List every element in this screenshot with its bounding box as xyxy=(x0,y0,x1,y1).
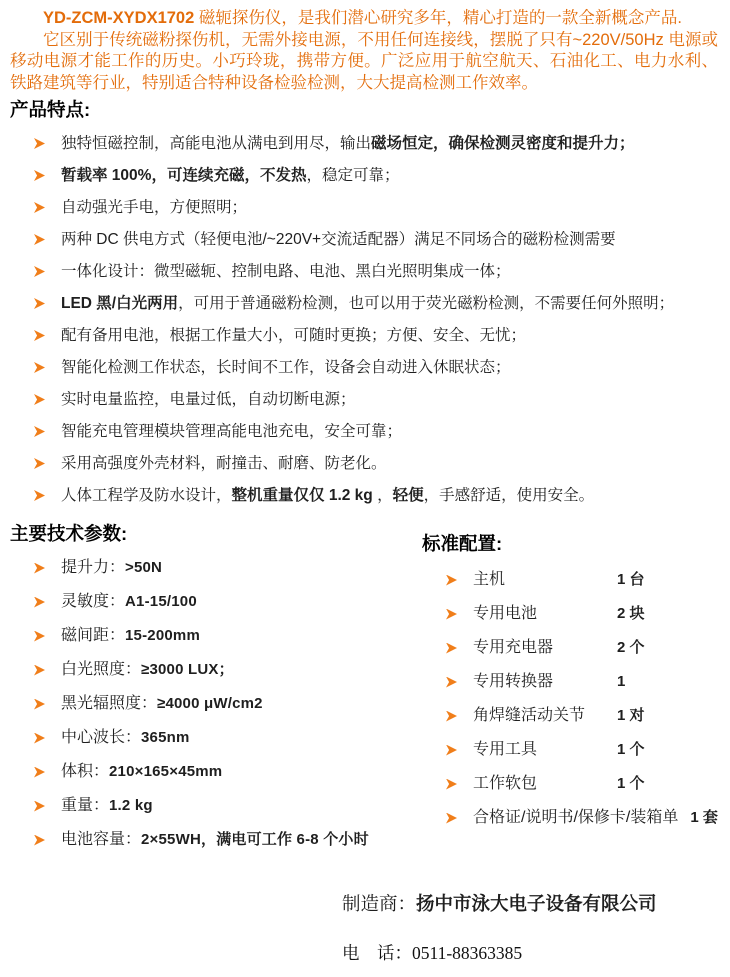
config-qty: 1 对 xyxy=(617,707,645,724)
params-section xyxy=(10,518,422,864)
arrow-bullet-icon xyxy=(446,609,457,620)
feature-text xyxy=(61,166,399,185)
feature-item xyxy=(10,294,718,313)
footer xyxy=(342,890,718,965)
feature-text-run: 独特恒磁控制，高能电池从满电到用尽，输出 xyxy=(61,135,372,152)
config-item xyxy=(422,638,718,658)
param-label: 提升力： xyxy=(61,559,126,576)
two-column-section xyxy=(10,518,718,864)
phone-label: 电 话： xyxy=(342,943,412,963)
config-name: 专用充电器 xyxy=(473,639,554,656)
feature-text xyxy=(61,326,526,345)
config-item xyxy=(422,740,718,760)
arrow-bullet-icon xyxy=(446,575,457,586)
config-item xyxy=(422,672,718,692)
arrow-bullet-icon xyxy=(34,234,45,245)
param-item xyxy=(10,830,422,850)
config-name: 工作软包 xyxy=(473,775,538,792)
feature-text-run: 自动强光手电，方便照明； xyxy=(61,199,248,216)
manufacturer-label: 制造商： xyxy=(342,893,417,914)
param-item xyxy=(10,592,422,612)
feature-text-run: 实时电量监控，电量过低，自动切断电源； xyxy=(61,391,356,408)
arrow-bullet-icon xyxy=(446,813,457,824)
arrow-bullet-icon xyxy=(34,202,45,213)
config-section xyxy=(422,518,718,864)
arrow-bullet-icon xyxy=(34,362,45,373)
intro-section xyxy=(10,8,718,94)
arrow-bullet-icon xyxy=(446,643,457,654)
arrow-bullet-icon xyxy=(34,631,45,642)
arrow-bullet-icon xyxy=(34,835,45,846)
params-heading: 主要技术参数: xyxy=(10,523,128,544)
config-item xyxy=(422,808,718,828)
param-value: 15-200mm xyxy=(125,627,200,644)
param-value: A1-15/100 xyxy=(125,593,197,610)
features-list xyxy=(10,134,718,505)
param-item xyxy=(10,796,422,816)
config-name: 主机 xyxy=(473,571,506,588)
param-item xyxy=(10,694,422,714)
arrow-bullet-icon xyxy=(34,426,45,437)
param-label: 体积： xyxy=(61,763,110,780)
feature-item xyxy=(10,166,718,185)
arrow-bullet-icon xyxy=(34,699,45,710)
param-label: 磁间距： xyxy=(61,627,126,644)
intro-paragraph-1-text: 磁轭探伤仪，是我们潜心研究多年，精心打造的一款全新概念产品. xyxy=(194,9,682,27)
feature-text xyxy=(61,294,674,313)
feature-item xyxy=(10,486,718,505)
param-label: 灵敏度： xyxy=(61,593,126,610)
arrow-bullet-icon xyxy=(446,711,457,722)
feature-text-bold-run: 轻便 xyxy=(392,487,424,504)
feature-text-run: 智能化检测工作状态，长时间不工作，设备会自动进入休眠状态； xyxy=(61,359,511,376)
param-value: 2×55WH，满电可工作 6-8 个小时 xyxy=(141,831,369,848)
config-qty: 1 个 xyxy=(617,775,645,792)
param-item xyxy=(10,762,422,782)
arrow-bullet-icon xyxy=(34,266,45,277)
param-value: >50N xyxy=(125,559,163,576)
param-item xyxy=(10,660,422,680)
param-label: 白光照度： xyxy=(61,661,142,678)
feature-text-run: 采用高强度外壳材料，耐撞击、耐磨、防老化。 xyxy=(61,455,387,472)
arrow-bullet-icon xyxy=(34,801,45,812)
config-item xyxy=(422,570,718,590)
feature-text-run: 智能充电管理模块管理高能电池充电，安全可靠； xyxy=(61,423,403,440)
arrow-bullet-icon xyxy=(34,767,45,778)
config-item xyxy=(422,774,718,794)
param-value: 210×165×45mm xyxy=(109,763,223,780)
param-label: 中心波长： xyxy=(61,729,142,746)
feature-text-bold-run: LED 黑/白光两用 xyxy=(61,295,179,312)
config-qty: 2 块 xyxy=(617,605,645,622)
config-item xyxy=(422,604,718,624)
feature-text-bold-run: 暂载率 100%，可连续充磁，不发热 xyxy=(61,167,307,184)
arrow-bullet-icon xyxy=(34,733,45,744)
config-name: 合格证/说明书/保修卡/装箱单 xyxy=(473,809,679,826)
arrow-bullet-icon xyxy=(34,138,45,149)
arrow-bullet-icon xyxy=(34,298,45,309)
feature-text xyxy=(61,358,511,377)
arrow-bullet-icon xyxy=(34,458,45,469)
param-label: 电池容量： xyxy=(61,831,142,848)
feature-item xyxy=(10,358,718,377)
feature-text-run: 配有备用电池，根据工作量大小，可随时更换；方便、安全、无忧； xyxy=(61,327,527,344)
feature-item xyxy=(10,390,718,409)
feature-text-bold-run: 磁场恒定，确保检测灵密度和提升力； xyxy=(371,135,635,152)
feature-item xyxy=(10,134,718,153)
arrow-bullet-icon xyxy=(34,490,45,501)
manufacturer-name: 扬中市泳大电子设备有限公司 xyxy=(416,893,657,914)
feature-item xyxy=(10,326,718,345)
config-name: 角焊缝活动关节 xyxy=(473,707,586,724)
feature-text xyxy=(61,198,247,217)
config-name: 专用转换器 xyxy=(473,673,554,690)
arrow-bullet-icon xyxy=(446,779,457,790)
intro-paragraph-2: 它区别于传统磁粉探伤机，无需外接电源，不用任何连接线，摆脱了只有~220V/50Hz 电源或移动电源才能工作的历史。小巧玲珑，携带方便。广泛应用于航空航天、石油化工、电力水利、铁路建筑等行业，特别适合特种设备检验检测，大大提高检测工作效率。 xyxy=(10,30,718,92)
param-value: 1.2 kg xyxy=(109,797,153,814)
feature-text xyxy=(61,230,616,249)
param-label: 重量： xyxy=(61,797,110,814)
param-value: 365nm xyxy=(141,729,190,746)
arrow-bullet-icon xyxy=(34,394,45,405)
arrow-bullet-icon xyxy=(34,597,45,608)
phone-line xyxy=(342,940,718,965)
feature-text xyxy=(61,454,387,473)
arrow-bullet-icon xyxy=(34,170,45,181)
arrow-bullet-icon xyxy=(446,745,457,756)
config-list xyxy=(422,570,718,828)
features-heading: 产品特点: xyxy=(10,99,91,120)
feature-item xyxy=(10,454,718,473)
feature-text-run: 一体化设计：微型磁轭、控制电路、电池、黑白光照明集成一体； xyxy=(61,263,511,280)
feature-text-run: 人体工程学及防水设计， xyxy=(61,487,232,504)
feature-text xyxy=(61,262,511,281)
feature-text xyxy=(61,134,635,153)
feature-text xyxy=(61,486,594,505)
feature-text xyxy=(61,390,356,409)
param-value: ≥4000 μW/cm2 xyxy=(157,695,263,712)
arrow-bullet-icon xyxy=(34,330,45,341)
config-qty: 1 套 xyxy=(690,809,718,826)
feature-text-run: ， xyxy=(377,487,393,504)
config-qty: 2 个 xyxy=(617,639,645,656)
product-model: YD-ZCM-XYDX1702 xyxy=(43,9,195,27)
feature-item xyxy=(10,422,718,441)
phone-number: 0511-88363385 xyxy=(412,943,523,963)
feature-text-run: ，手感舒适，使用安全。 xyxy=(423,487,595,504)
param-item xyxy=(10,728,422,748)
feature-text xyxy=(61,422,402,441)
config-qty: 1 个 xyxy=(617,741,645,758)
manufacturer-line xyxy=(342,890,718,916)
param-item xyxy=(10,626,422,646)
feature-text-run: 两种 DC 供电方式（轻便电池/~220V+交流适配器）满足不同场合的磁粉检测需要 xyxy=(61,231,616,248)
feature-text-run: ，可用于普通磁粉检测，也可以用于荧光磁粉检测，不需要任何外照明； xyxy=(178,295,675,312)
config-name: 专用电池 xyxy=(473,605,538,622)
arrow-bullet-icon xyxy=(34,665,45,676)
param-item xyxy=(10,558,422,578)
feature-text-run: ，稳定可靠； xyxy=(306,167,400,184)
feature-text-bold-run: 整机重量仅仅 1.2 kg xyxy=(231,487,378,504)
intro-paragraph-1 xyxy=(10,8,718,30)
param-label: 黑光辐照度： xyxy=(61,695,158,712)
feature-item xyxy=(10,262,718,281)
feature-item xyxy=(10,198,718,217)
config-name: 专用工具 xyxy=(473,741,538,758)
feature-item xyxy=(10,230,718,249)
config-item xyxy=(422,706,718,726)
arrow-bullet-icon xyxy=(446,677,457,688)
config-qty: 1 xyxy=(617,673,626,690)
param-value: ≥3000 LUX； xyxy=(141,661,234,678)
config-heading: 标准配置: xyxy=(422,533,503,554)
arrow-bullet-icon xyxy=(34,563,45,574)
params-list xyxy=(10,558,422,850)
config-qty: 1 台 xyxy=(617,571,645,588)
